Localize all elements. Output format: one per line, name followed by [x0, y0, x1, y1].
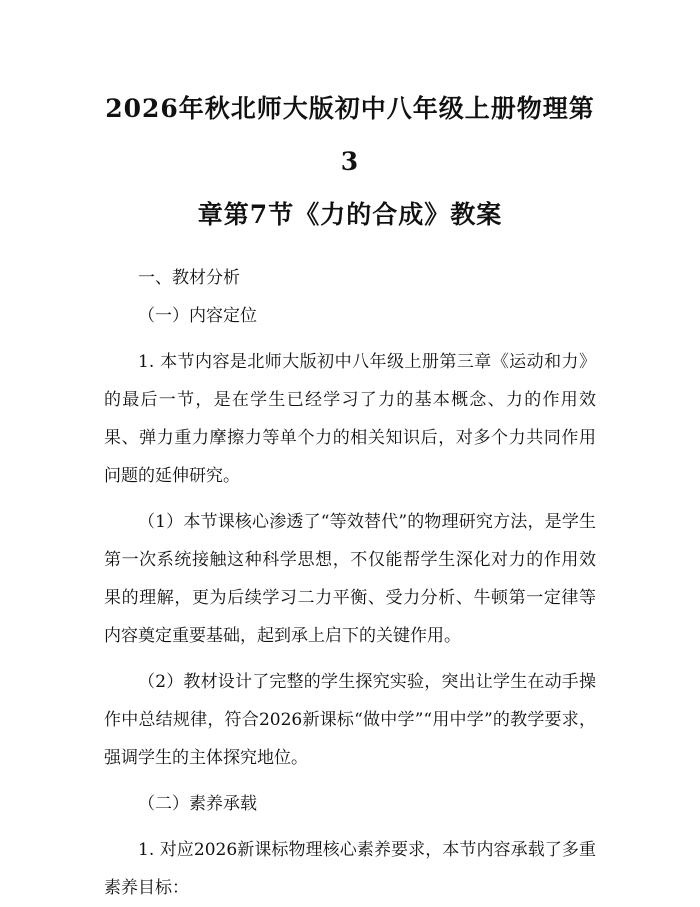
section-heading-textbook-analysis: 一、教材分析 [138, 268, 240, 288]
title-line-1: 2026年秋北师大版初中八年级上册物理第3 [105, 94, 595, 176]
paragraph-core-method: （1）本节课核心渗透了“等效替代”的物理研究方法，是学生第一次系统接触这种科学思想，不仅能帮学生深化对力的作用效果的理解，更为后续学习二力平衡、受力分析、牛顿第一定律等内容奠定重要基础，起到承上启下的关键作用。 [104, 512, 596, 646]
document-title [104, 82, 596, 241]
paragraph-literacy-goals: 1. 对应2026新课标物理核心素养要求，本节内容承载了多重素养目标： [104, 840, 596, 898]
paragraph-content-positioning: 1. 本节内容是北师大版初中八年级上册第三章《运动和力》的最后一节，是在学生已经学习了力的基本概念、力的作用效果、弹力重力摩擦力等单个力的相关知识后，对多个力共同作用问题的延伸研究。 [104, 352, 596, 486]
paragraph-experiment-design: （2）教材设计了完整的学生探究实验，突出让学生在动手操作中总结规律，符合2026新课标“做中学”“用中学”的教学要求，强调学生的主体探究地位。 [104, 672, 596, 768]
title-line-2: 章第7节《力的合成》教案 [197, 200, 503, 229]
subsection-heading-content-positioning: （一）内容定位 [138, 306, 257, 326]
subsection-heading-literacy: （二）素养承载 [138, 794, 257, 814]
